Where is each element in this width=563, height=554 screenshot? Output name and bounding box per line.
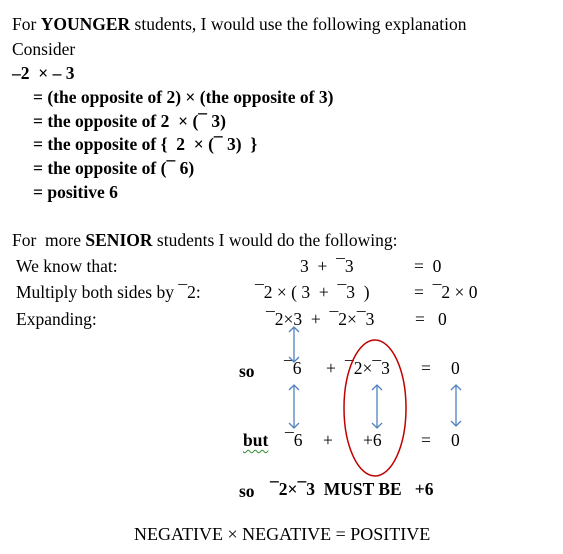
highlight-ellipse	[344, 340, 406, 476]
so-plus: +	[326, 358, 336, 378]
so-equals: =	[421, 358, 431, 378]
row-expand-label: Expanding:	[16, 309, 97, 329]
senior-intro-emphasis: SENIOR	[85, 230, 153, 250]
but-equals: =	[421, 430, 431, 450]
conclusion-so: so	[239, 481, 255, 501]
so-term-a: ¯6	[284, 358, 302, 378]
up-down-arrow-1	[289, 327, 299, 362]
younger-intro-prefix: For	[12, 14, 41, 34]
row-multiply-lhs: ¯2 × ( 3 + ¯3 )	[255, 282, 370, 302]
so-zero: 0	[451, 358, 460, 378]
younger-step-5: = positive 6	[33, 182, 118, 202]
up-down-arrow-4	[451, 385, 461, 426]
so-label: so	[239, 361, 255, 381]
but-zero: 0	[451, 430, 460, 450]
but-label: but	[243, 430, 269, 450]
row-expand-rhs: = 0	[415, 309, 447, 329]
younger-step-1: = (the opposite of 2) × (the opposite of 3)	[33, 87, 334, 107]
younger-step-2: = the opposite of 2 × (¯ 3)	[33, 111, 226, 131]
row-known-label: We know that:	[16, 256, 118, 276]
younger-step-4: = the opposite of (¯ 6)	[33, 158, 195, 178]
but-term-a: ¯6	[285, 430, 303, 450]
footer-rule: NEGATIVE × NEGATIVE = POSITIVE	[134, 524, 431, 544]
younger-intro-rest: students, I would use the following explanation	[130, 14, 467, 34]
up-down-arrow-2	[289, 385, 299, 428]
so-term-b: ¯2×¯3	[345, 358, 390, 378]
younger-step-3: = the opposite of { 2 × (¯ 3) }	[33, 134, 258, 154]
but-term-b: +6	[363, 430, 382, 450]
younger-intro-emphasis: YOUNGER	[40, 14, 131, 34]
row-multiply-rhs: = ¯2 × 0	[414, 282, 478, 302]
row-known-lhs: 3 + ¯3	[300, 256, 354, 276]
row-known-rhs: = 0	[414, 256, 442, 276]
row-multiply-label: Multiply both sides by ¯2:	[16, 282, 201, 302]
senior-intro-rest: students I would do the following:	[152, 230, 398, 250]
row-expand-lhs: ¯2×3 + ¯2×¯3	[266, 309, 375, 329]
younger-expression: –2 × – 3	[12, 63, 75, 83]
senior-intro-prefix: For more	[12, 230, 86, 250]
consider-label: Consider	[12, 39, 76, 59]
but-plus: +	[323, 430, 333, 450]
conclusion-text: ¯2×¯3 MUST BE +6	[270, 479, 434, 499]
up-down-arrow-3	[372, 385, 382, 428]
